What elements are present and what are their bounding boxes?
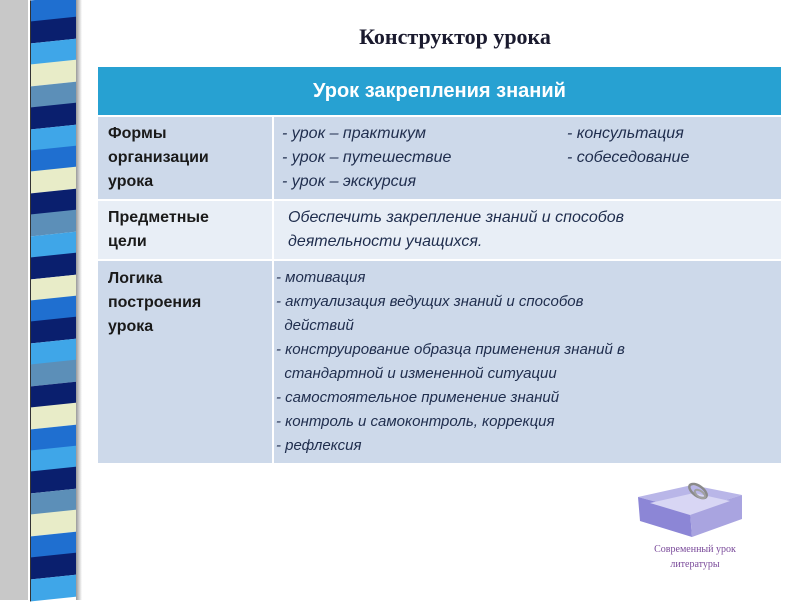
- slide-title: Конструктор урока: [359, 24, 551, 49]
- logo-caption: [630, 542, 760, 572]
- caption-line: Современный урок: [654, 544, 736, 555]
- logic-line: - рефлексия: [276, 437, 362, 454]
- row-label-goals: [98, 200, 273, 260]
- goal-line: деятельности учащихся.: [288, 233, 483, 250]
- logic-line: - актуализация ведущих знаний и способов: [276, 293, 584, 310]
- logic-line: - конструирование образца применения знаний в: [276, 341, 625, 358]
- label-line: урока: [108, 173, 154, 190]
- logic-line: - самостоятельное применение знаний: [276, 389, 560, 406]
- table-row-forms: [98, 116, 781, 200]
- stripe-segment: [30, 574, 78, 601]
- table-row-goals: [98, 200, 781, 260]
- row-label-forms: [98, 116, 273, 200]
- lesson-table: [98, 67, 781, 463]
- form-line: - урок – практикум - консультация: [282, 125, 684, 142]
- table-header: Урок закрепления знаний: [98, 67, 781, 116]
- table-row-logic: [98, 260, 781, 463]
- row-content-goals: [273, 200, 781, 260]
- form-line: - урок – экскурсия: [282, 173, 417, 190]
- label-line: Логика: [108, 270, 163, 287]
- form-line: - урок – путешествие - собеседование: [282, 149, 690, 166]
- logic-line: действий: [276, 317, 354, 334]
- logic-line: - мотивация: [276, 269, 366, 286]
- label-line: Предметные: [108, 209, 209, 226]
- label-line: построения: [108, 294, 202, 311]
- row-content-logic: [273, 260, 781, 463]
- decorative-stripe-bar: [0, 0, 95, 600]
- logic-line: - контроль и самоконтроль, коррекция: [276, 413, 555, 430]
- label-line: урока: [108, 318, 154, 335]
- stripe-shadow: [76, 0, 82, 600]
- label-line: Формы: [108, 125, 167, 142]
- stripe-container: [0, 0, 80, 600]
- row-label-logic: [98, 260, 273, 463]
- folder-paperclip-icon: [630, 475, 750, 545]
- logic-line: стандартной и измененной ситуации: [276, 365, 557, 382]
- caption-line: литературы: [670, 559, 720, 570]
- label-line: цели: [108, 233, 147, 250]
- label-line: организации: [108, 149, 209, 166]
- goal-line: Обеспечить закрепление знаний и способов: [288, 209, 624, 226]
- row-content-forms: [273, 116, 781, 200]
